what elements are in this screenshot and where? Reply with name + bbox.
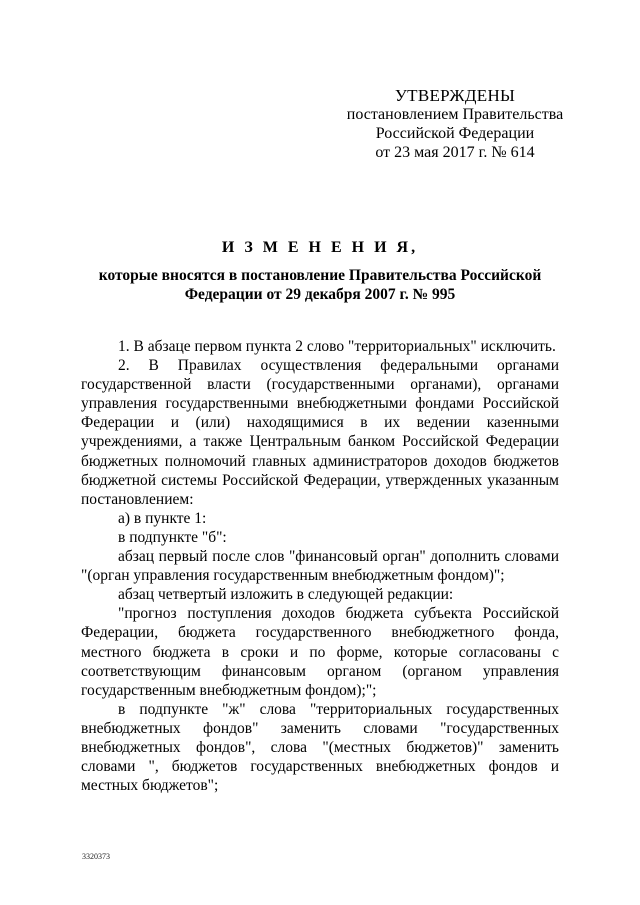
approval-title: УТВЕРЖДЕНЫ: [394, 86, 516, 105]
paragraph-1: 1. В абзаце первом пункта 2 слово "территориальных" исключить.: [118, 338, 556, 355]
footer-document-code: 3320373: [82, 852, 110, 861]
paragraph-5: абзац первый после слов "финансовый орган" дополнить словами "(орган управления государственным внебюджетным фондом)";: [81, 548, 559, 585]
approval-block: [340, 86, 570, 162]
document-heading: [80, 238, 560, 304]
paragraph-7: "прогноз поступления доходов бюджета субъекта Российской Федерации, бюджета государственного внебюджетного фонда, местного бюджета в сроки и по форме, которые согласованы с соответствующим финансовым органом (органом управления государственным внебюджетным фондом);";: [81, 605, 559, 699]
paragraph-2: 2. В Правилах осуществления федеральными органами государственной власти (государственными органами), органами управления государственными внебюджетными фондами Российской Федерации и (или) находящимися в их ведении казенными учреждениями, а также Центральным банком Российской Федерации бюджетных полномочий главных администраторов доходов бюджетов бюджетной системы Российской Федерации, утвержденных указанным постановлением:: [81, 357, 559, 508]
paragraph-4: в подпункте "б":: [118, 528, 227, 546]
heading-title: И З М Е Н Е Н И Я,: [221, 239, 419, 256]
heading-subtitle-line-1: которые вносятся в постановление Правительства Российской: [98, 267, 542, 284]
approval-line-3: от 23 мая 2017 г. № 614: [375, 144, 535, 161]
approval-line-1: постановлением Правительства: [346, 106, 564, 123]
paragraph-3: а) в пункте 1:: [118, 509, 207, 527]
paragraph-6: абзац четвертый изложить в следующей редакции:: [118, 586, 454, 604]
heading-subtitle-line-2: Федерации от 29 декабря 2007 г. № 995: [184, 286, 456, 303]
approval-line-2: Российской Федерации: [375, 125, 535, 142]
paragraph-8: в подпункте "ж" слова "территориальных государственных внебюджетных фондов" заменить словами "государственных внебюджетных фондов", слова "(местных бюджетов)" заменить словами ", бюджетов государственных внебюджетных фондов и местных бюджетов";: [81, 700, 559, 795]
document-body: [81, 337, 559, 795]
